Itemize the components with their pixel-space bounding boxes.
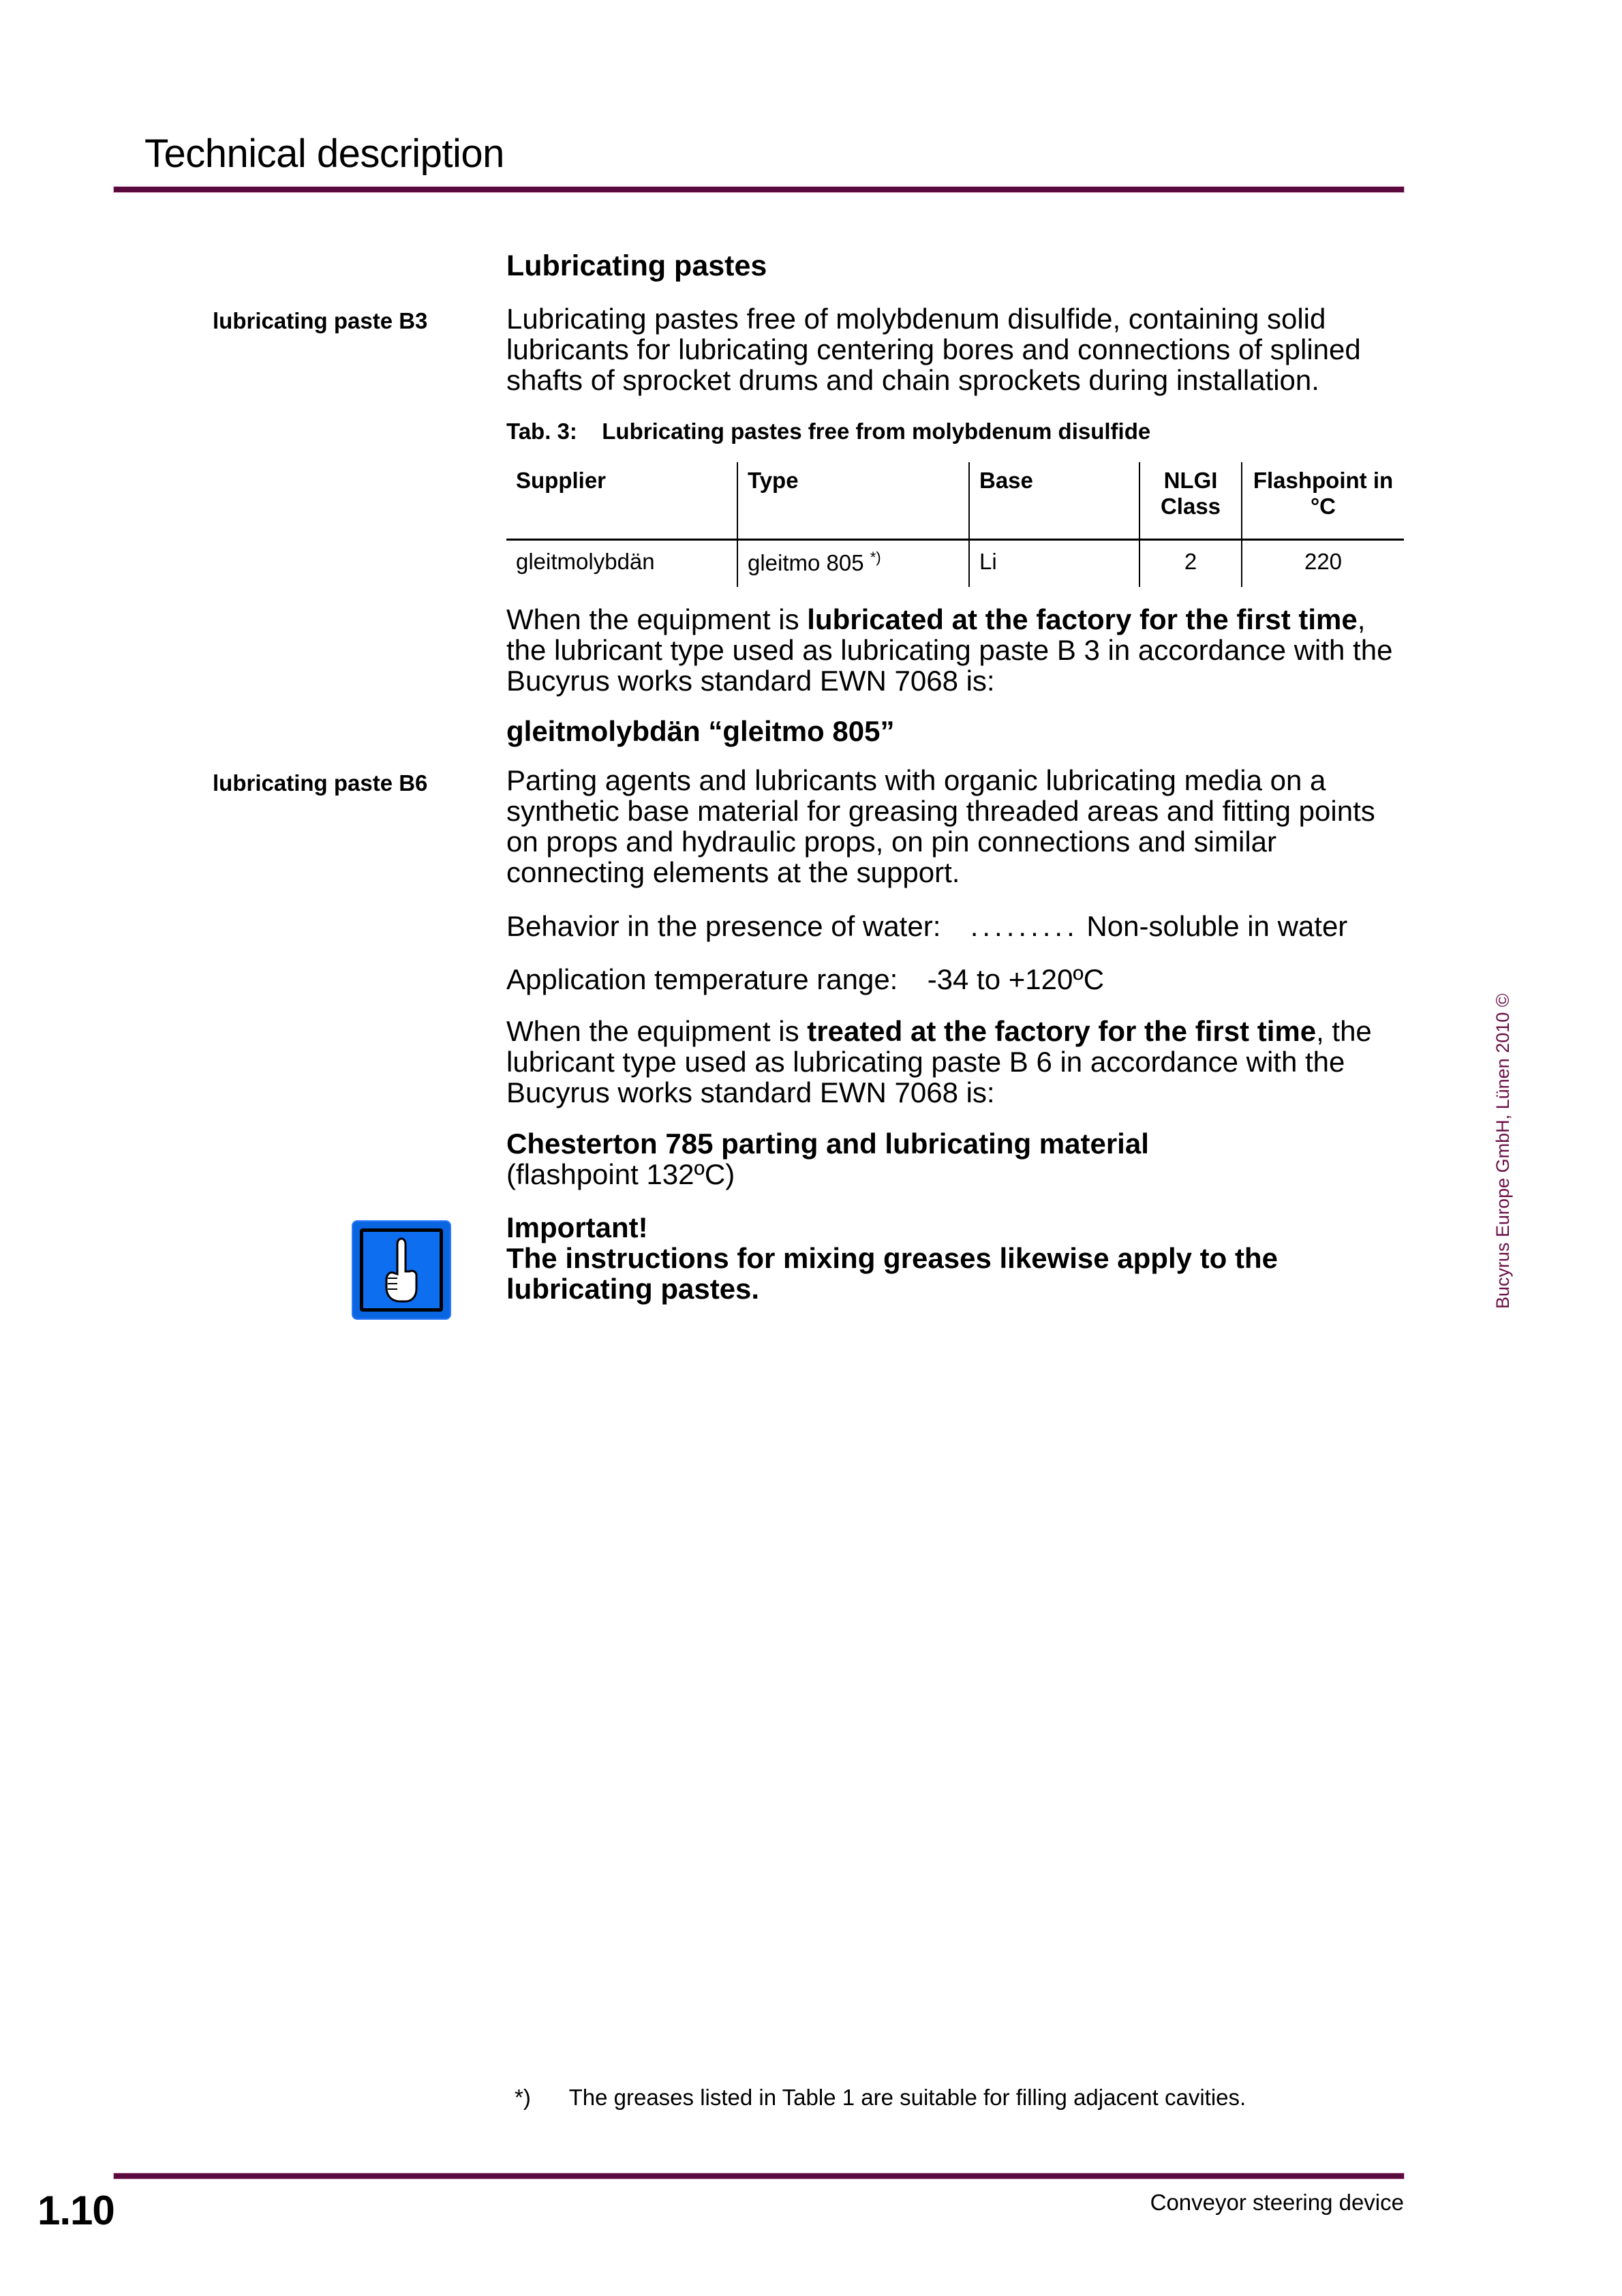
b6-intro-paragraph: Parting agents and lubricants with organic lubricating media on a synthetic base material for greasing threaded areas and fitting points on props and hydraulic props, on pin connections and similar connecting elements at the support. bbox=[506, 764, 1375, 888]
water-behavior-row bbox=[506, 911, 1413, 941]
b3-factory-text-post: , the lubricant type used as lubricating paste B 3 in accordance with the Bucyrus works standard EWN 7068 is: bbox=[506, 603, 1393, 697]
important-text: The instructions for mixing greases likewise apply to the lubricating pastes. bbox=[506, 1242, 1278, 1305]
table-caption bbox=[506, 416, 1413, 447]
table-row bbox=[506, 540, 1404, 588]
b3-factory-text-bold: lubricated at the factory for the first time bbox=[807, 603, 1358, 635]
water-behavior-value: Non-soluble in water bbox=[1086, 910, 1348, 942]
col-header-flashpoint bbox=[1242, 462, 1404, 540]
footer-document-title: Conveyor steering device bbox=[1150, 2190, 1404, 2215]
cell-flashpoint: 220 bbox=[1242, 540, 1404, 588]
footnote-mark: *) bbox=[515, 2085, 531, 2110]
temperature-range-row bbox=[506, 964, 1413, 995]
water-behavior-dots: ......... bbox=[970, 910, 1079, 942]
b6-product-name: Chesterton 785 parting and lubricating material bbox=[506, 1128, 1149, 1160]
temperature-range-value: -34 to +120ºC bbox=[927, 963, 1105, 995]
header-divider bbox=[114, 187, 1404, 192]
page-header-title: Technical description bbox=[144, 132, 504, 176]
b6-factory-text-post: , the lubricant type used as lubricating paste B 6 in accordance with the Bucyrus works standard EWN 7068 is: bbox=[506, 1015, 1372, 1108]
table-caption-number: Tab. 3: bbox=[506, 419, 577, 444]
important-title: Important! bbox=[506, 1211, 648, 1243]
side-label-b6: lubricating paste B6 bbox=[213, 770, 428, 796]
side-label-b3: lubricating paste B3 bbox=[213, 308, 428, 333]
lubricating-pastes-table bbox=[506, 462, 1404, 587]
type-footnote-mark: *) bbox=[870, 549, 881, 566]
b3-factory-text-pre: When the equipment is bbox=[506, 603, 808, 635]
pointing-hand-icon bbox=[353, 1222, 450, 1318]
nlgi-header-text: NLGI Class bbox=[1160, 468, 1221, 519]
b6-factory-paragraph bbox=[506, 1016, 1413, 1108]
footnote-text: The greases listed in Table 1 are suitable for filling adjacent cavities. bbox=[568, 2085, 1246, 2110]
copyright-notice: Bucyrus Europe GmbH, Lünen 2010 © bbox=[1493, 993, 1513, 1309]
footnote bbox=[515, 2085, 1246, 2111]
col-header-nlgi bbox=[1139, 462, 1242, 540]
type-value: gleitmo 805 bbox=[748, 550, 864, 575]
b6-factory-text-pre: When the equipment is bbox=[506, 1015, 808, 1047]
page-number: 1.10 bbox=[37, 2188, 114, 2233]
col-header-base: Base bbox=[969, 462, 1139, 540]
cell-nlgi: 2 bbox=[1139, 540, 1242, 588]
cell-type bbox=[737, 540, 969, 588]
b6-factory-text-bold: treated at the factory for the first time bbox=[807, 1015, 1317, 1047]
temperature-range-label: Application temperature range: bbox=[506, 963, 898, 995]
b6-product-note: (flashpoint 132ºC) bbox=[506, 1158, 735, 1190]
table-caption-text: Lubricating pastes free from molybdenum disulfide bbox=[602, 419, 1151, 444]
b3-product-name: gleitmolybdän “gleitmo 805” bbox=[506, 715, 895, 747]
col-header-type: Type bbox=[737, 462, 969, 540]
b3-factory-paragraph bbox=[506, 604, 1413, 696]
water-behavior-label: Behavior in the presence of water: bbox=[506, 910, 941, 942]
b3-intro-paragraph: Lubricating pastes free of molybdenum disulfide, containing solid lubricants for lubricating centering bores and connections of splined shafts of sprocket drums and chain sprockets during installation. bbox=[506, 303, 1361, 396]
footer-divider bbox=[114, 2173, 1404, 2179]
section-title: Lubricating pastes bbox=[506, 250, 767, 282]
cell-supplier: gleitmolybdän bbox=[516, 549, 655, 574]
flashpoint-header-text: Flashpoint in °C bbox=[1253, 468, 1394, 519]
table-header-row bbox=[506, 462, 1404, 540]
cell-base: Li bbox=[969, 540, 1139, 588]
col-header-supplier: Supplier bbox=[516, 468, 607, 493]
